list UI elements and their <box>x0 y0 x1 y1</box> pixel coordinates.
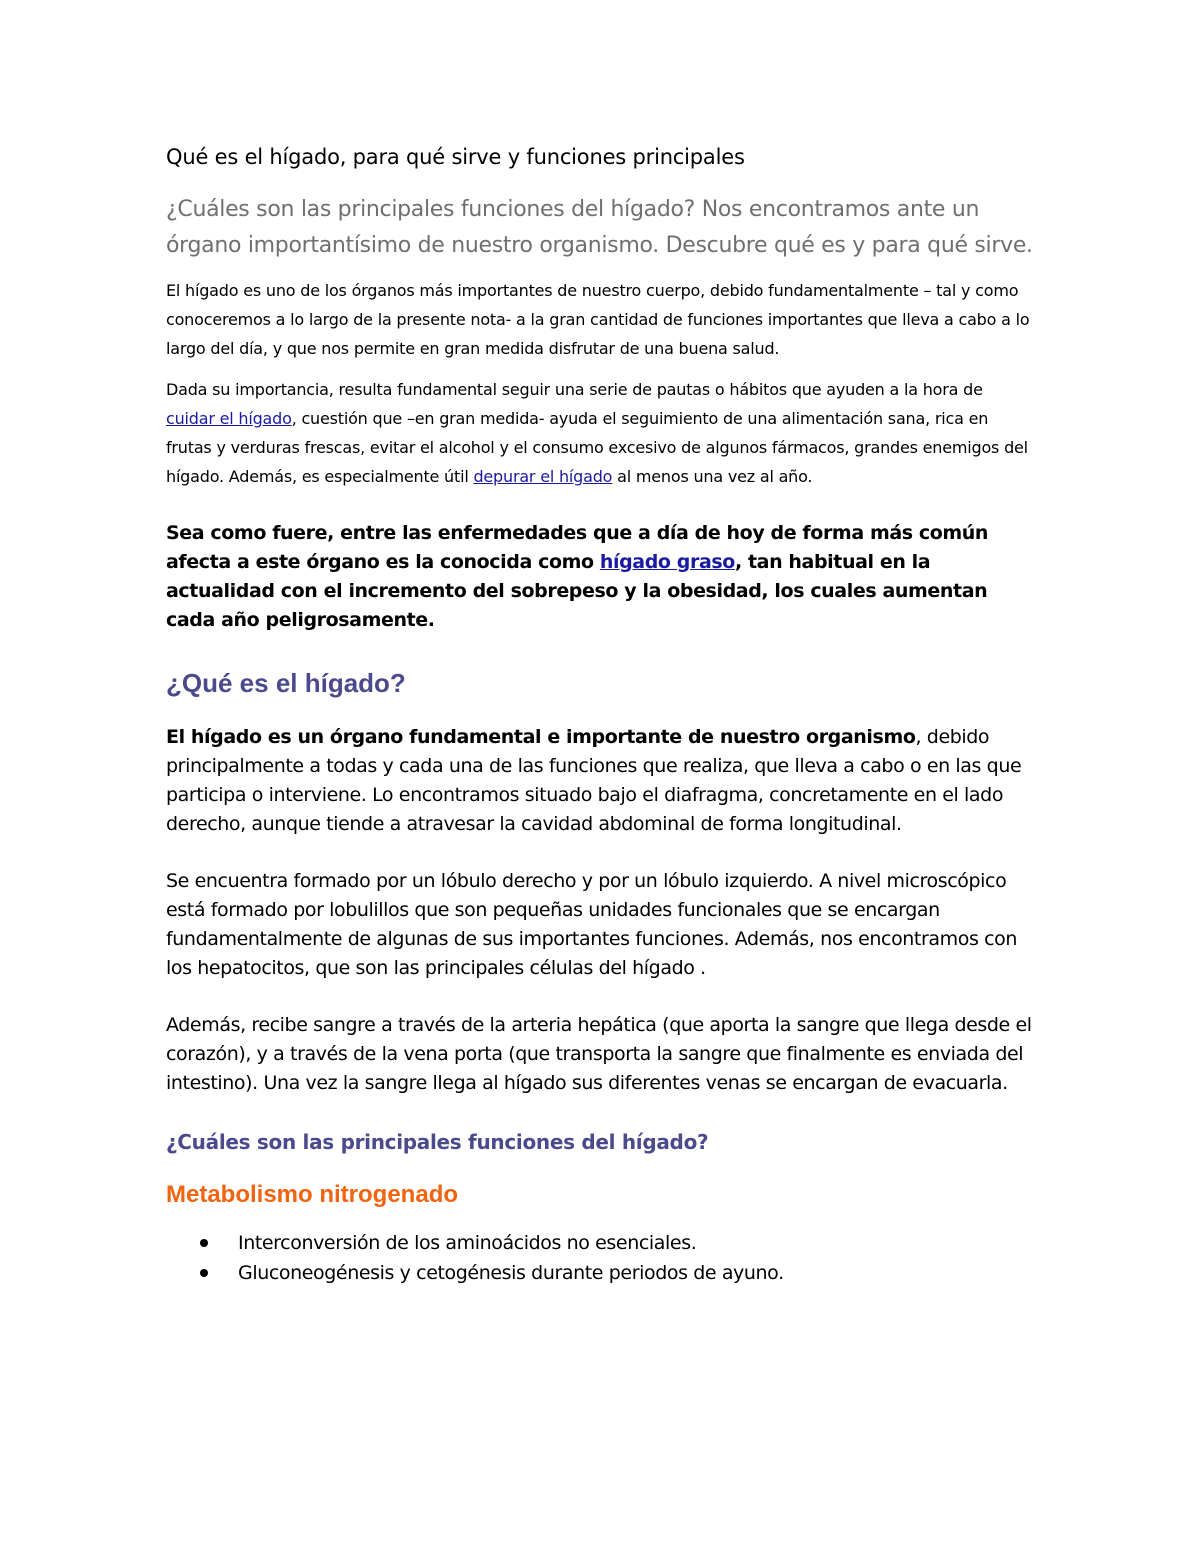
functions-heading: ¿Cuáles son las principales funciones del hígado? <box>166 1130 709 1154</box>
depurar-higado-link[interactable]: depurar el hígado <box>473 467 613 486</box>
higado-graso-link[interactable]: hígado graso <box>599 551 735 573</box>
what-rest-text: , debido principalmente a todas y cada una de las funciones que realiza, que lleva a cabo o en las que participa o interviene. Lo encontramos situado bajo el diafragma, concretamente en el lado derecho, aunque tiende a atravesar la cavidad abdominal de forma longitudinal. <box>166 726 1022 835</box>
care-text-2: , cuestión que –en gran medida- ayuda el seguimiento de una alimentación sana, rica en frutas y verduras frescas, evitar el alcohol y el consumo excesivo de algunos fármacos, grandes enemigos del hígado. Además, es especialmente útil <box>166 409 1028 486</box>
document-subtitle: ¿Cuáles son las principales funciones del hígado? Nos encontramos ante un órgano importantísimo de nuestro organismo. Descubre qué es y para qué sirve. <box>166 197 1033 258</box>
bold-text-1: Sea como fuere, entre las enfermedades que a día de hoy de forma más común afecta a este órgano es la conocida como <box>166 522 989 573</box>
what-bold-text: El hígado es un órgano fundamental e importante de nuestro organismo <box>166 726 916 748</box>
intro-paragraph: El hígado es uno de los órganos más importantes de nuestro cuerpo, debido fundamentalmente – tal y como conoceremos a lo largo de la presente nota- a la gran cantidad de funciones importantes que lleva a cabo a lo largo del día, y que nos permite en gran medida disfrutar de una buena salud. <box>166 281 1030 358</box>
bullet-list <box>166 1228 1036 1288</box>
bold-paragraph <box>166 519 1036 635</box>
care-text-1: Dada su importancia, resulta fundamental seguir una serie de pautas o hábitos que ayuden a la hora de <box>166 380 983 399</box>
metabolism-heading: Metabolismo nitrogenado <box>166 1181 459 1208</box>
bold-text-2: , tan habitual en la actualidad con el incremento del sobrepeso y la obesidad, los cuales aumentan cada año peligrosamente. <box>166 551 988 631</box>
document-title: Qué es el hígado, para qué sirve y funciones principales <box>166 145 745 169</box>
list-item <box>166 1228 1036 1258</box>
care-text-3: al menos una vez al año. <box>612 467 813 486</box>
section-heading: ¿Qué es el hígado? <box>166 668 406 698</box>
blood-paragraph: Además, recibe sangre a través de la arteria hepática (que aporta la sangre que llega desde el corazón), y a través de la vena porta (que transporta la sangre que finalmente es enviada del intestino). Una vez la sangre llega al hígado sus diferentes venas se encargan de evacuarla. <box>166 1014 1032 1094</box>
lobes-paragraph: Se encuentra formado por un lóbulo derecho y por un lóbulo izquierdo. A nivel microscópico está formado por lobulillos que son pequeñas unidades funcionales que se encargan fundamentalmente de algunas de sus importantes funciones. Además, nos encontramos con los hepatocitos, que son las principales células del hígado . <box>166 870 1018 979</box>
list-item-text: Interconversión de los aminoácidos no esenciales. <box>238 1232 697 1254</box>
bullet-icon <box>200 1239 208 1247</box>
what-paragraph <box>166 723 1036 839</box>
document-body <box>166 140 1036 1288</box>
list-item-text: Gluconeogénesis y cetogénesis durante periodos de ayuno. <box>238 1262 784 1284</box>
list-item <box>166 1258 1036 1288</box>
bullet-icon <box>200 1269 208 1277</box>
care-paragraph <box>166 375 1036 491</box>
cuidar-higado-link[interactable]: cuidar el hígado <box>166 409 292 428</box>
